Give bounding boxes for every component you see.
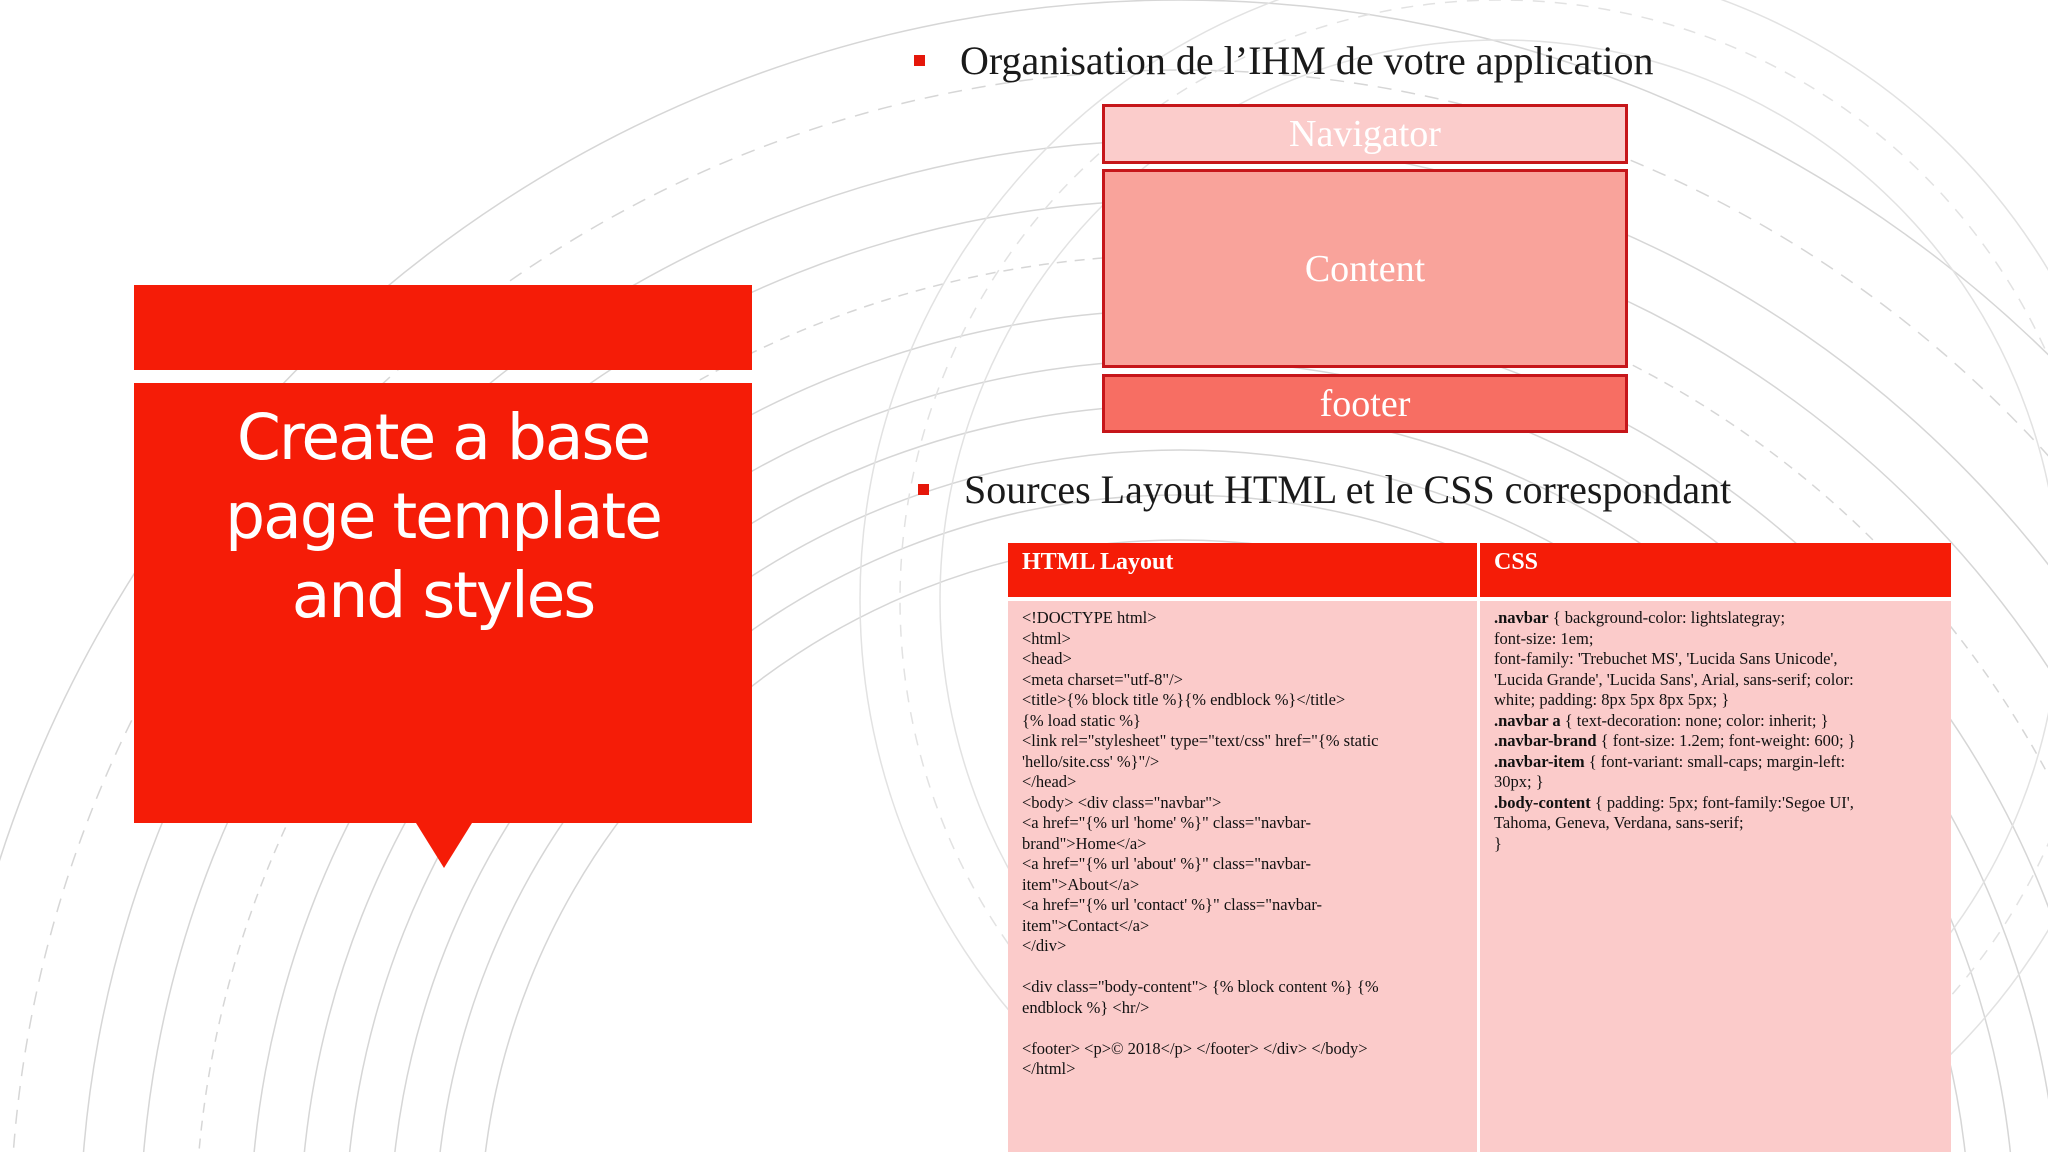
css-declarations: white; padding: 8px 5px 8px 5px; } [1494, 690, 1730, 709]
slide-title: Create a base page template and styles [225, 401, 661, 632]
css-declarations: { font-variant: small-caps; margin-left: [1584, 751, 1846, 771]
html-code-line: </head> [1022, 772, 1077, 791]
html-code-line: <a href="{% url 'home' %}" class="navbar- [1022, 813, 1312, 832]
html-code-line: <title>{% block title %}{% endblock %}</title> [1022, 690, 1346, 709]
html-code-line: <footer> <p>© 2018</p> </footer> </div> </body> [1022, 1038, 1368, 1058]
bullet-square-icon [914, 55, 925, 66]
css-code-line [1494, 793, 1937, 814]
html-code-cell [1008, 601, 1480, 1152]
html-code-line: <link rel="stylesheet" type="text/css" href="{% static [1022, 731, 1379, 750]
css-code-line [1494, 670, 1937, 691]
css-code-cell [1480, 601, 1951, 1152]
css-code-line [1494, 731, 1937, 752]
title-accent-bar [134, 285, 752, 370]
html-code-line [1022, 1018, 1463, 1039]
css-code-line [1494, 711, 1937, 732]
title-callout-pointer [416, 823, 472, 868]
html-code-line: endblock %} <hr/> [1022, 997, 1150, 1017]
navigator-block: Navigator [1102, 104, 1628, 164]
code-table [1008, 543, 1951, 1152]
html-code-line [1022, 957, 1463, 978]
html-code-line: {% load static %} [1022, 710, 1141, 730]
css-declarations: { background-color: lightslategray; [1548, 608, 1786, 627]
bullet-text: Organisation de l’IHM de votre application [960, 37, 1654, 83]
html-code-line: <div class="body-content"> {% block content %} {% [1022, 977, 1379, 996]
css-selector: .navbar-brand [1494, 731, 1597, 750]
css-code-line [1494, 629, 1937, 650]
html-code-line: brand">Home</a> [1022, 833, 1147, 853]
html-code-line: <a href="{% url 'about' %}" class="navbar- [1022, 854, 1312, 873]
css-code-line [1494, 834, 1937, 855]
html-code-line: <!DOCTYPE html> [1022, 608, 1157, 627]
css-declarations: { font-size: 1.2em; font-weight: 600; } [1596, 731, 1856, 750]
css-code-line [1494, 813, 1937, 834]
css-declarations: 30px; } [1494, 772, 1544, 791]
bullet-sources [918, 464, 1731, 514]
css-selector: .navbar a [1494, 710, 1561, 730]
css-code-line [1494, 649, 1937, 670]
html-code-line: </html> [1022, 1059, 1076, 1078]
css-code-line [1494, 690, 1937, 711]
css-declarations: font-size: 1em; [1494, 628, 1594, 648]
bullet-square-icon [918, 484, 929, 495]
css-code-line [1494, 608, 1937, 629]
html-code-line: </div> [1022, 936, 1067, 955]
html-code-line: <head> [1022, 649, 1072, 668]
css-declarations: } [1494, 833, 1502, 853]
bullet-organisation [914, 35, 1654, 85]
css-selector: .body-content [1494, 792, 1591, 812]
css-selector: .navbar [1494, 608, 1549, 627]
css-declarations: 'Lucida Grande', 'Lucida Sans', Arial, sans-serif; color: [1494, 669, 1854, 689]
css-selector: .navbar-item [1494, 751, 1585, 771]
html-code-line: item">Contact</a> [1022, 915, 1150, 935]
header-css: CSS [1480, 543, 1951, 601]
header-html-layout: HTML Layout [1008, 543, 1480, 601]
css-code-line [1494, 752, 1937, 773]
css-declarations: font-family: 'Trebuchet MS', 'Lucida Sans Unicode', [1494, 649, 1838, 668]
bullet-text: Sources Layout HTML et le CSS correspondant [964, 466, 1732, 512]
css-declarations: Tahoma, Geneva, Verdana, sans-serif; [1494, 813, 1744, 832]
css-declarations: { text-decoration: none; color: inherit; } [1560, 710, 1829, 730]
html-code-line: <body> <div class="navbar"> [1022, 792, 1222, 812]
html-code-line: <meta charset="utf-8"/> [1022, 669, 1183, 689]
html-code-line: <a href="{% url 'contact' %}" class="navbar- [1022, 895, 1323, 914]
html-code-line: 'hello/site.css' %}"/> [1022, 751, 1160, 771]
html-code-line: item">About</a> [1022, 874, 1140, 894]
content-block: Content [1102, 169, 1628, 368]
footer-block: footer [1102, 374, 1628, 433]
css-code-line [1494, 772, 1937, 793]
css-declarations: { padding: 5px; font-family:'Segoe UI', [1590, 792, 1854, 812]
html-code-line: <html> [1022, 628, 1071, 648]
